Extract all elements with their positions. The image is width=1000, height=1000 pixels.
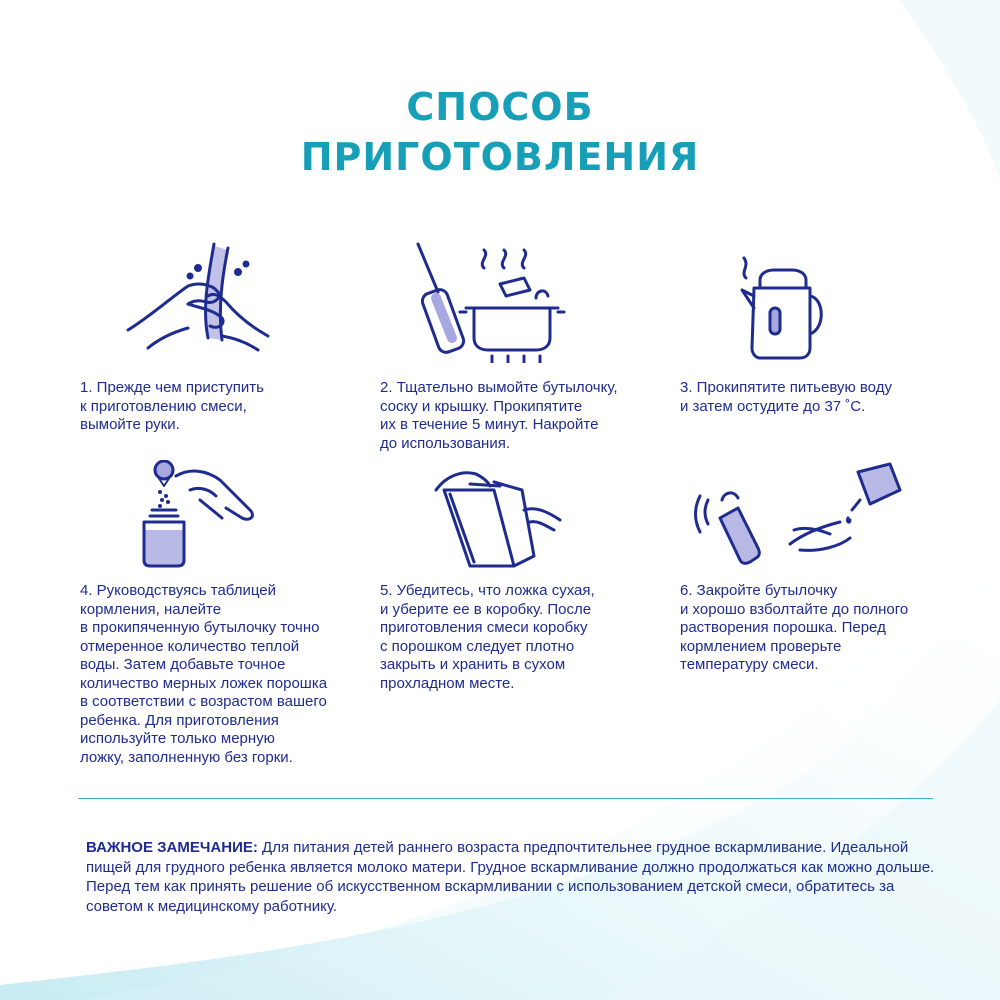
step-2	[380, 238, 618, 453]
step-6-text: 6. Закройте бутылочку и хорошо взболтайте до полного растворения порошка. Перед кормлением проверьте температуру смеси.	[680, 582, 909, 673]
hand-washing-icon	[118, 238, 278, 363]
step-4-text: 4. Руководствуясь таблицей кормления, налейте в прокипяченную бутылочку точно отмеренное количество теплой воды. Затем добавьте точное количество мерных ложек порошка в соответствии с возрастом вашего ребенка. Для приготовления используйте только мерную ложку, заполненную без горки.	[80, 582, 328, 766]
step-3	[680, 238, 892, 416]
step-5	[380, 460, 595, 693]
powder-scoop-icon	[130, 460, 310, 570]
bottle-brush-and-pot-icon	[408, 238, 588, 363]
divider	[78, 798, 933, 799]
important-note	[86, 838, 946, 916]
important-note-label: ВАЖНОЕ ЗАМЕЧАНИЕ:	[86, 839, 258, 856]
step-1	[80, 238, 278, 435]
scoop-in-box-icon	[430, 460, 590, 570]
shake-bottle-icon	[690, 460, 910, 570]
step-5-text: 5. Убедитесь, что ложка сухая, и уберите ее в коробку. После приготовления смеси коробку с порошком следует плотно закрыть и хранить в сухом прохладном месте.	[380, 582, 595, 692]
title-line-1: СПОСОБ	[406, 85, 594, 129]
step-2-text: 2. Тщательно вымойте бутылочку, соску и крышку. Прокипятите их в течение 5 минут. Накройте до использования.	[380, 379, 618, 452]
step-6	[680, 460, 910, 675]
important-note-text: Для питания детей раннего возраста предпочтительнее грудное вскармливание. Идеальной пищей для грудного ребенка является молоко матери. Грудное вскармливание должно продолжаться как можно дольше. Перед тем как принять решение об искусственном вскармливании с использованием детской смеси, обратитесь за советом к медицинскому работнику.	[86, 839, 935, 915]
step-1-text: 1. Прежде чем приступить к приготовлению смеси, вымойте руки.	[80, 379, 264, 433]
step-3-text: 3. Прокипятите питьевую воду и затем остудите до 37 ˚С.	[680, 379, 892, 415]
title-line-2: ПРИГОТОВЛЕНИЯ	[300, 135, 700, 179]
kettle-icon	[720, 238, 870, 363]
page-title	[0, 82, 1000, 182]
step-4	[80, 460, 327, 767]
